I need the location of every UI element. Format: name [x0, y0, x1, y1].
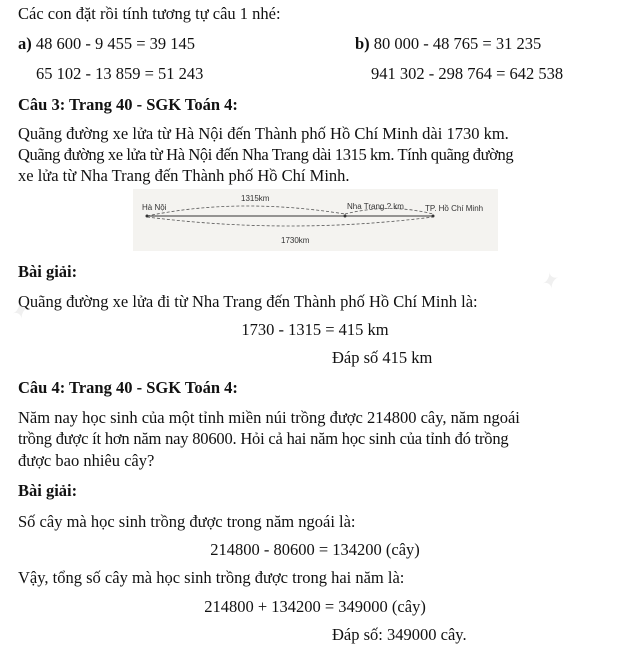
part-b-label: b) [355, 34, 370, 53]
cau4-problem-line2: trồng được ít hơn năm nay 80600. Hỏi cả hai năm học sinh của tỉnh đó trồng [18, 429, 509, 448]
cau4-heading: Câu 4: Trang 40 - SGK Toán 4: [18, 378, 238, 397]
cau4-solution-text1: Số cây mà học sinh trồng được trong năm ngoái là: [18, 512, 356, 531]
cau4-calc2: 214800 + 134200 = 349000 (cây) [204, 597, 426, 616]
part-a-eq2: 65 102 - 13 859 = 51 243 [36, 64, 204, 83]
part-a-eq1: 48 600 - 9 455 = 39 145 [35, 34, 196, 53]
route-diagram-lines [133, 189, 498, 251]
part-a-line1 [18, 34, 195, 54]
cau3-solution-label: Bài giải: [18, 262, 78, 281]
part-b-eq2: 941 302 - 298 764 = 642 538 [371, 64, 564, 83]
total-brace [147, 217, 433, 226]
hanoi-nhatrang-brace [147, 206, 345, 216]
part-b-line1 [355, 34, 541, 54]
cau4-problem-line3: được bao nhiêu cây? [18, 451, 155, 470]
hanoi-point [146, 215, 149, 218]
cau3-problem-line1: Quãng đường xe lửa từ Hà Nội đến Thành phố Hồ Chí Minh dài 1730 km. [18, 124, 509, 143]
hcm-point [432, 215, 435, 218]
watermark-left: ✦ [5, 297, 33, 328]
cau3-answer: Đáp số 415 km [332, 348, 433, 367]
cau3-problem-line2: Quãng đường xe lửa từ Hà Nội đến Nha Trang dài 1315 km. Tính quãng đường [18, 145, 514, 164]
part-a-label: a) [18, 34, 32, 53]
label-nha-trang: Nha Trang ? km [347, 202, 404, 211]
cau4-problem-line1: Năm nay học sinh của một tỉnh miền núi trồng được 214800 cây, năm ngoái [18, 408, 520, 427]
intro-text: Các con đặt rồi tính tương tự câu 1 nhé: [18, 4, 281, 23]
cau3-heading: Câu 3: Trang 40 - SGK Toán 4: [18, 95, 238, 114]
cau3-problem-line3: xe lửa từ Nha Trang đến Thành phố Hồ Chí Minh. [18, 166, 350, 185]
label-ha-noi: Hà Nội [142, 203, 167, 212]
cau3-solution-text: Quãng đường xe lửa đi từ Nha Trang đến Thành phố Hồ Chí Minh là: [18, 292, 478, 311]
part-b-eq1: 80 000 - 48 765 = 31 235 [373, 34, 542, 53]
label-hcm: TP. Hồ Chí Minh [425, 204, 484, 213]
cau4-answer: Đáp số: 349000 cây. [332, 625, 467, 644]
cau4-solution-label: Bài giải: [18, 481, 78, 500]
watermark-right: ✦ [535, 267, 563, 298]
cau3-calc: 1730 - 1315 = 415 km [241, 320, 389, 339]
label-1315km: 1315km [241, 194, 270, 203]
nhatrang-point [344, 215, 347, 218]
route-diagram [133, 189, 498, 251]
cau4-solution-text2: Vậy, tổng số cây mà học sinh trồng được trong hai năm là: [18, 568, 405, 587]
label-1730km: 1730km [281, 236, 310, 245]
cau4-calc1: 214800 - 80600 = 134200 (cây) [210, 540, 420, 559]
